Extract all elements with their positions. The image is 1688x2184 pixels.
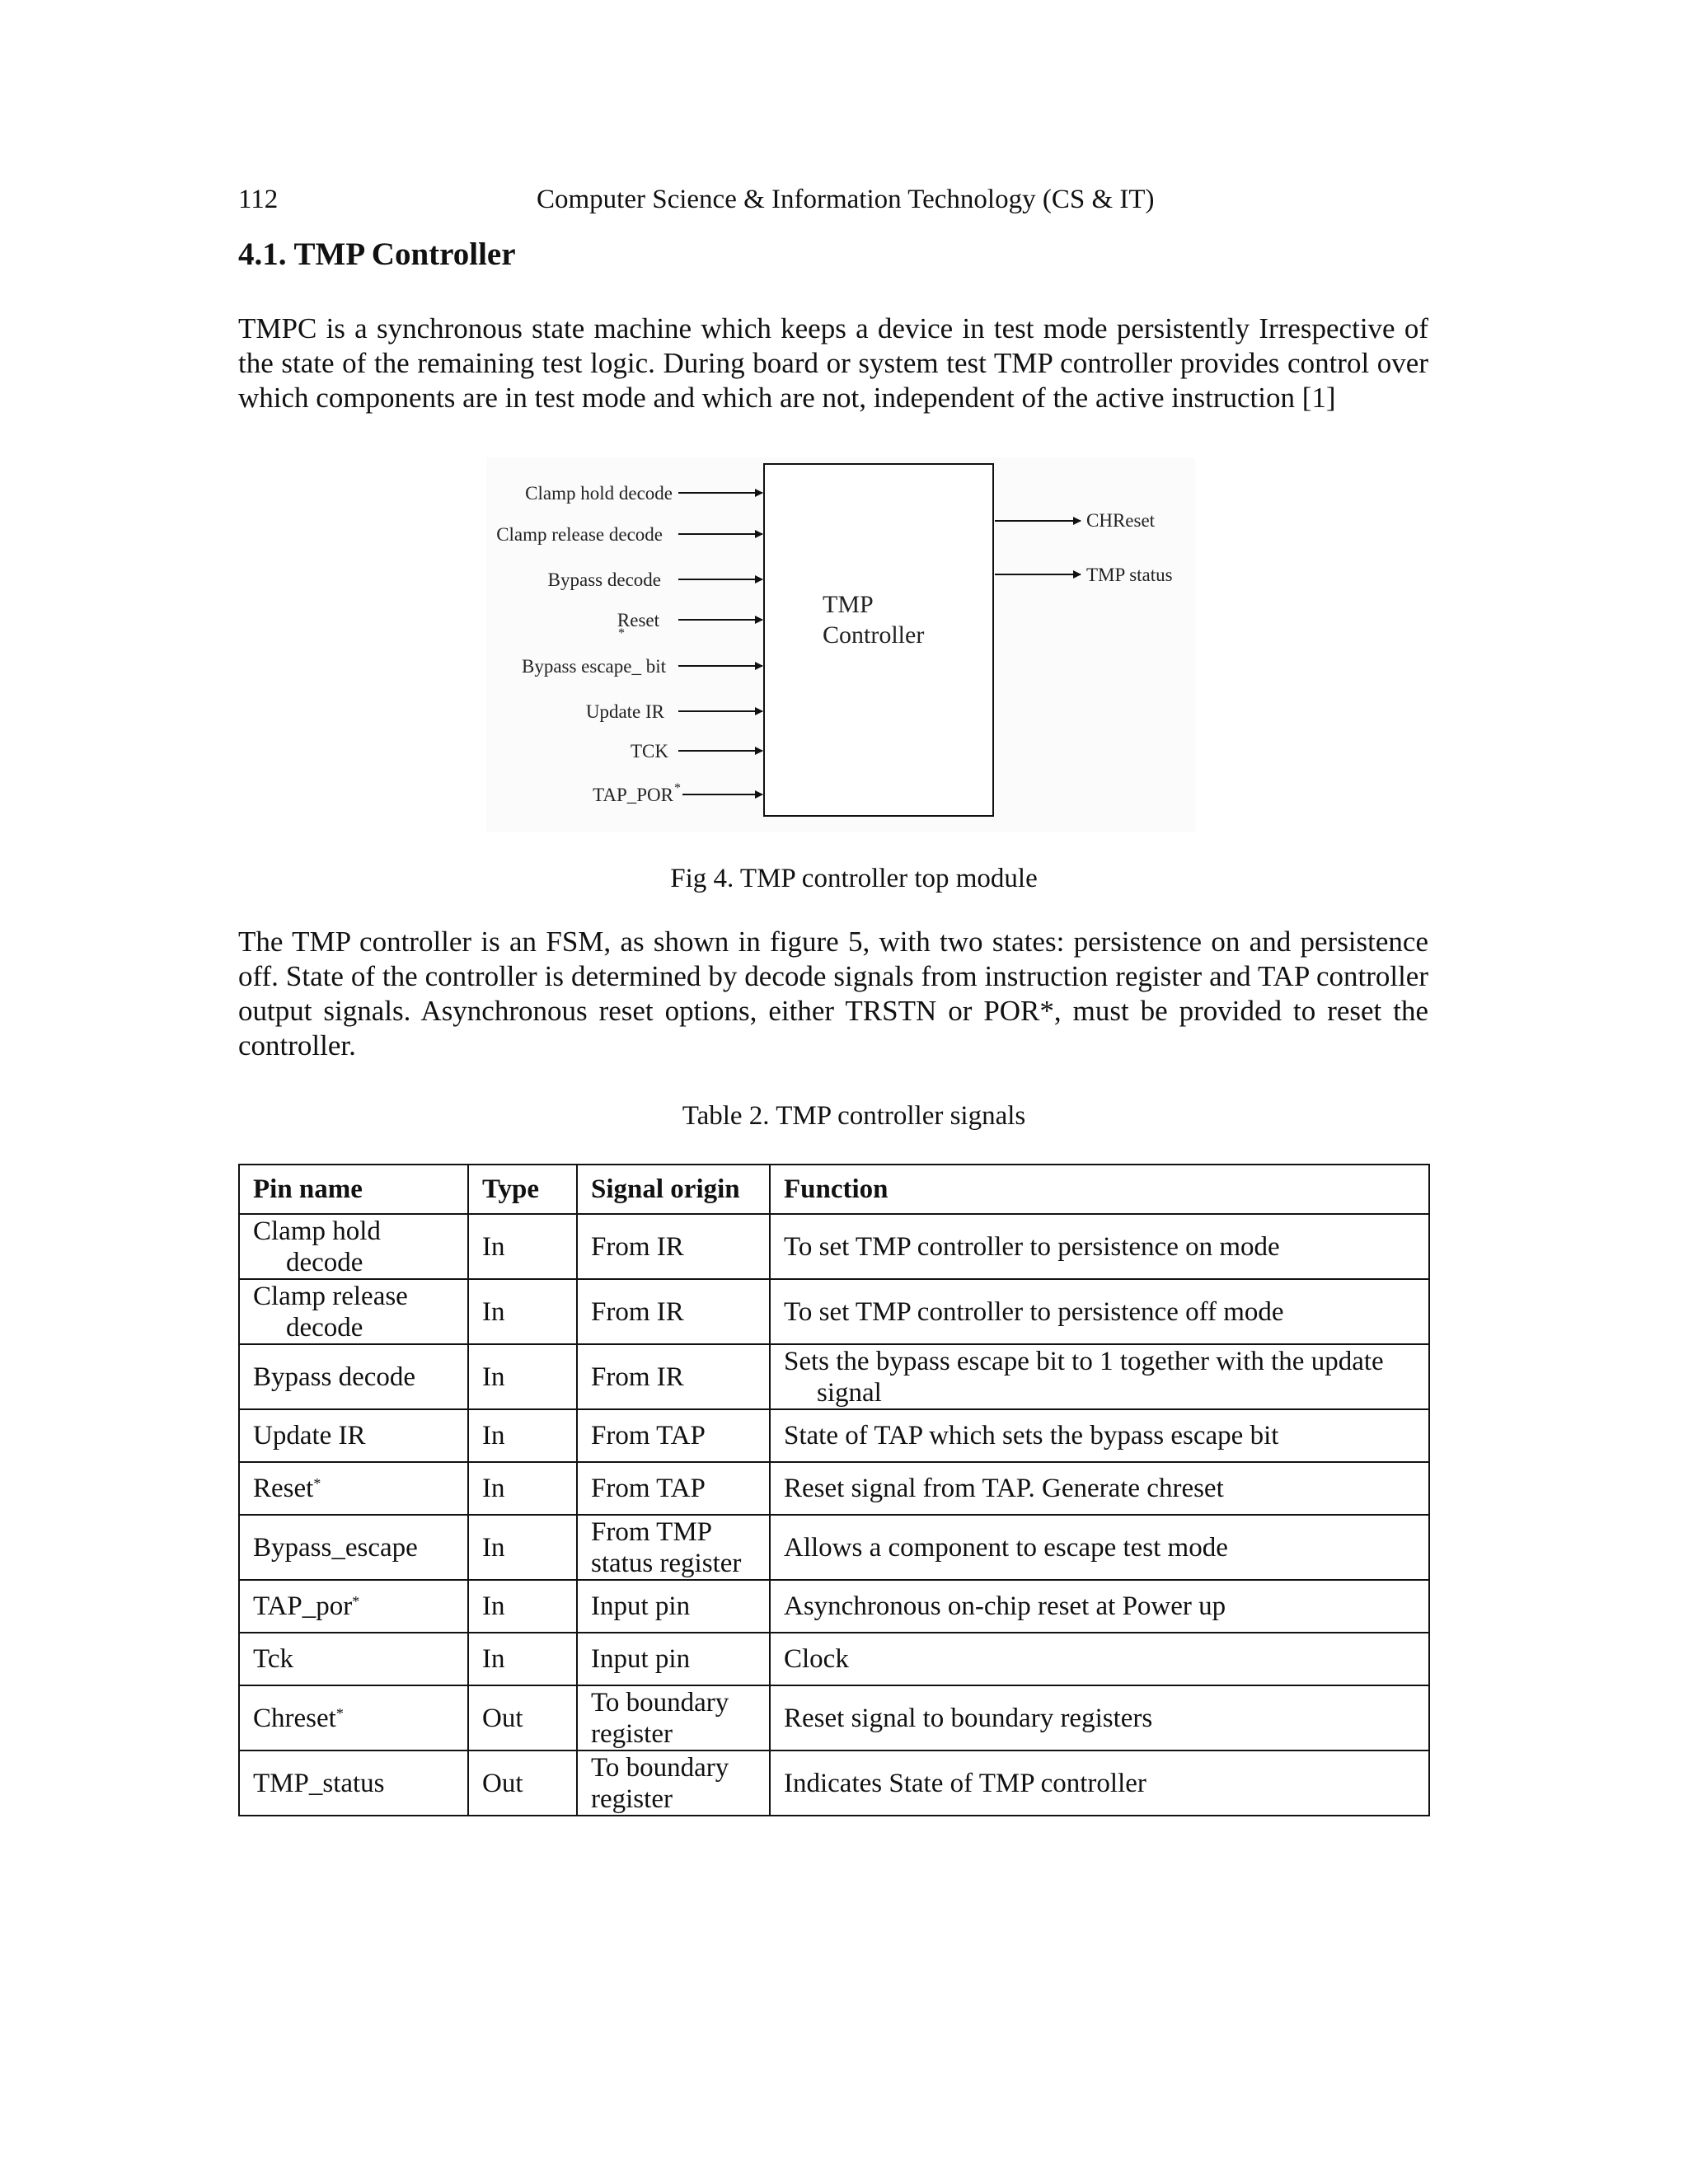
function-cell: State of TAP which sets the bypass escape bit <box>770 1409 1429 1462</box>
running-header <box>238 185 1428 221</box>
input-label-tap-por: TAP_POR <box>593 785 673 805</box>
type-cell: In <box>468 1580 577 1633</box>
input-label-bypass-decode: Bypass decode <box>547 569 661 590</box>
table-row <box>239 1214 1429 1279</box>
input-label-tck: TCK <box>631 741 668 762</box>
function-cell: Allows a component to escape test mode <box>770 1515 1429 1580</box>
section-heading: 4.1. TMP Controller <box>238 237 516 272</box>
type-cell: Out <box>468 1750 577 1816</box>
pin-cell: Bypass decode <box>239 1344 468 1409</box>
type-cell: In <box>468 1462 577 1515</box>
function-cell: To set TMP controller to persistence on mode <box>770 1214 1429 1279</box>
table-row <box>239 1750 1429 1816</box>
column-header: Type <box>468 1165 577 1214</box>
pin-cell: Bypass_escape <box>239 1515 468 1580</box>
page-number: 112 <box>238 185 279 214</box>
origin-cell: From IR <box>577 1214 770 1279</box>
input-label-update-ir: Update IR <box>585 701 664 722</box>
block-diagram <box>486 457 1195 832</box>
origin-cell: Input pin <box>577 1633 770 1685</box>
function-cell: Reset signal to boundary registers <box>770 1685 1429 1750</box>
function-cell: To set TMP controller to persistence off mode <box>770 1279 1429 1344</box>
type-cell: In <box>468 1344 577 1409</box>
block-label-line1: TMP <box>823 591 874 618</box>
function-cell: Sets the bypass escape bit to 1 together with the update signal <box>770 1344 1429 1409</box>
paragraph-fsm: The TMP controller is an FSM, as shown in figure 5, with two states: persistence on and persistence off. State of the controller is determined by decode signals from instruction register and TAP controller output signals. Asynchronous reset options, either TRSTN or POR*, must be provided to reset the controller. <box>238 926 1428 1062</box>
origin-cell: From TAP <box>577 1462 770 1515</box>
column-header: Function <box>770 1165 1429 1214</box>
tap-por-marker: * <box>674 781 681 795</box>
input-label-clamp-hold: Clamp hold decode <box>525 483 673 504</box>
column-header: Signal origin <box>577 1165 770 1214</box>
function-cell: Reset signal from TAP. Generate chreset <box>770 1462 1429 1515</box>
journal-title: Computer Science & Information Technology (CS & IT) <box>537 185 1155 214</box>
table-row <box>239 1685 1429 1750</box>
function-cell: Asynchronous on-chip reset at Power up <box>770 1580 1429 1633</box>
origin-cell: From IR <box>577 1344 770 1409</box>
pin-cell: Tck <box>239 1633 468 1685</box>
origin-cell: From TAP <box>577 1409 770 1462</box>
figure-tmp-controller <box>486 457 1195 832</box>
table-row <box>239 1515 1429 1580</box>
origin-cell: To boundary register <box>577 1750 770 1816</box>
type-cell: In <box>468 1214 577 1279</box>
pin-cell: Clamp release decode <box>239 1279 468 1344</box>
function-cell: Indicates State of TMP controller <box>770 1750 1429 1816</box>
type-cell: In <box>468 1409 577 1462</box>
pin-cell: TAP_por* <box>239 1580 468 1633</box>
output-label-tmp-status: TMP status <box>1086 565 1173 585</box>
table-row <box>239 1633 1429 1685</box>
output-label-chreset: CHReset <box>1086 510 1156 531</box>
origin-cell: To boundary register <box>577 1685 770 1750</box>
table-header-row <box>239 1165 1429 1214</box>
table-row <box>239 1344 1429 1409</box>
paragraph-intro: TMPC is a synchronous state machine which keeps a device in test mode persistently Irrespective of the state of the remaining test logic. During board or system test TMP controller provides control over which components are in test mode and which are not, independent of the active instruction [1] <box>238 312 1428 414</box>
type-cell: In <box>468 1515 577 1580</box>
function-cell: Clock <box>770 1633 1429 1685</box>
input-label-reset: Reset <box>617 610 659 630</box>
type-cell: Out <box>468 1685 577 1750</box>
input-label-clamp-release: Clamp release decode <box>496 524 663 545</box>
origin-cell: From TMP status register <box>577 1515 770 1580</box>
type-cell: In <box>468 1279 577 1344</box>
table-caption: Table 2. TMP controller signals <box>682 1101 1026 1131</box>
figure-caption: Fig 4. TMP controller top module <box>670 864 1038 893</box>
table-row <box>239 1409 1429 1462</box>
pin-cell: Update IR <box>239 1409 468 1462</box>
origin-cell: From IR <box>577 1279 770 1344</box>
block-label-line2: Controller <box>823 621 925 649</box>
signals-table <box>238 1164 1430 1816</box>
pin-cell: Clamp hold decode <box>239 1214 468 1279</box>
table-row <box>239 1580 1429 1633</box>
pin-cell: Reset* <box>239 1462 468 1515</box>
table-row <box>239 1279 1429 1344</box>
input-label-bypass-escape: Bypass escape_ bit <box>521 656 666 677</box>
reset-marker: * <box>618 626 625 640</box>
pin-cell: Chreset* <box>239 1685 468 1750</box>
type-cell: In <box>468 1633 577 1685</box>
pin-cell: TMP_status <box>239 1750 468 1816</box>
origin-cell: Input pin <box>577 1580 770 1633</box>
column-header: Pin name <box>239 1165 468 1214</box>
table-row <box>239 1462 1429 1515</box>
